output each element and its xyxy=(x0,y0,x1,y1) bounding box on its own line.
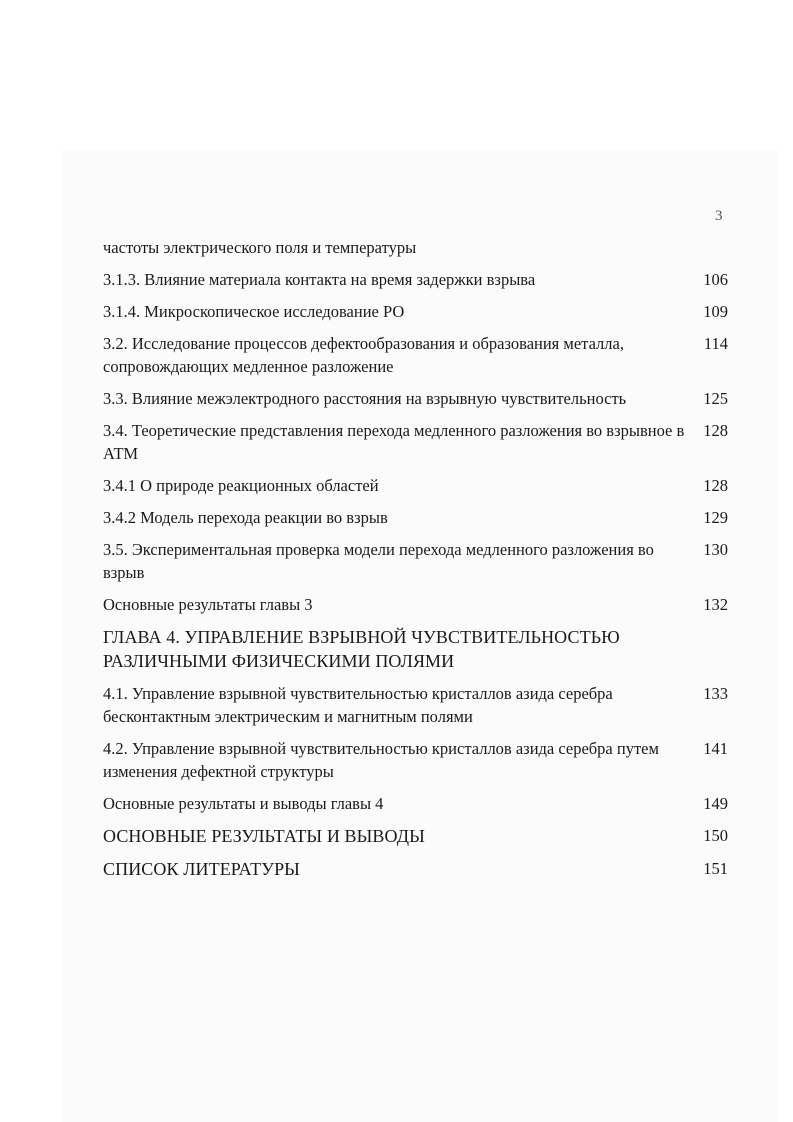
toc-entry-title: 3.2. Исследование процессов дефектообразования и образования металла, сопровождающих медленное разложение xyxy=(103,334,624,376)
toc-entry-page: 106 xyxy=(703,270,728,289)
toc-entry-4-1 xyxy=(103,682,728,728)
toc-entry-3-5 xyxy=(103,538,728,584)
table-of-contents xyxy=(103,236,728,890)
toc-entry-title: 4.2. Управление взрывной чувствительностью кристаллов азида серебра путем изменения дефектной структуры xyxy=(103,739,659,781)
toc-entry-page: 149 xyxy=(703,794,728,813)
toc-entry-title: 3.4. Теоретические представления перехода медленного разложения во взрывное в АТМ xyxy=(103,421,685,463)
toc-entry-title: 3.5. Экспериментальная проверка модели перехода медленного разложения во взрыв xyxy=(103,540,654,582)
toc-entry-title: Основные результаты и выводы главы 4 xyxy=(103,794,384,813)
toc-entry-page: 109 xyxy=(703,302,728,321)
toc-entry-results-chapter-4 xyxy=(103,792,728,815)
toc-continuation-line: частоты электрического поля и температуры xyxy=(103,238,417,257)
toc-entry-main-results xyxy=(103,824,728,848)
toc-entry-title: 4.1. Управление взрывной чувствительностью кристаллов азида серебра бесконтактным электрическим и магнитным полями xyxy=(103,684,613,726)
toc-entry-3-4-2 xyxy=(103,506,728,529)
toc-entry-references xyxy=(103,857,728,881)
toc-entry-3-1-3 xyxy=(103,268,728,291)
toc-chapter-title: ГЛАВА 4. УПРАВЛЕНИЕ ВЗРЫВНОЙ ЧУВСТВИТЕЛЬНОСТЬЮ РАЗЛИЧНЫМИ ФИЗИЧЕСКИМИ ПОЛЯМИ xyxy=(103,627,620,671)
toc-entry-page: 129 xyxy=(703,508,728,527)
toc-entry-page: 128 xyxy=(703,476,728,495)
toc-entry-results-chapter-3 xyxy=(103,593,728,616)
toc-entry-3-4 xyxy=(103,419,728,465)
toc-entry-page: 133 xyxy=(703,684,728,703)
toc-entry-page: 130 xyxy=(703,540,728,559)
toc-entry-title: 3.4.1 О природе реакционных областей xyxy=(103,476,379,495)
toc-entry-3-4-1 xyxy=(103,474,728,497)
toc-entry-3-3 xyxy=(103,387,728,410)
toc-entry-title: 3.1.4. Микроскопическое исследование РО xyxy=(103,302,405,321)
toc-entry-title: ОСНОВНЫЕ РЕЗУЛЬТАТЫ И ВЫВОДЫ xyxy=(103,826,425,846)
toc-entry-title: 3.3. Влияние межэлектродного расстояния на взрывную чувствительность xyxy=(103,389,627,408)
toc-entry-page: 128 xyxy=(703,421,728,440)
toc-chapter-4-heading xyxy=(103,625,728,673)
toc-entry-page: 132 xyxy=(703,595,728,614)
toc-entry-title: СПИСОК ЛИТЕРАТУРЫ xyxy=(103,859,300,879)
toc-entry-page: 125 xyxy=(703,389,728,408)
page-number: 3 xyxy=(715,208,723,224)
toc-entry-title: Основные результаты главы 3 xyxy=(103,595,313,614)
toc-entry-page: 141 xyxy=(703,739,728,758)
toc-entry-page: 150 xyxy=(703,826,728,845)
toc-entry-3-2 xyxy=(103,332,728,378)
toc-entry-page: 114 xyxy=(703,334,728,353)
toc-entry-4-2 xyxy=(103,737,728,783)
toc-entry-title: 3.4.2 Модель перехода реакции во взрыв xyxy=(103,508,388,527)
toc-entry-3-1-4 xyxy=(103,300,728,323)
toc-entry-page: 151 xyxy=(703,859,728,878)
toc-entry-title: 3.1.3. Влияние материала контакта на время задержки взрыва xyxy=(103,270,536,289)
